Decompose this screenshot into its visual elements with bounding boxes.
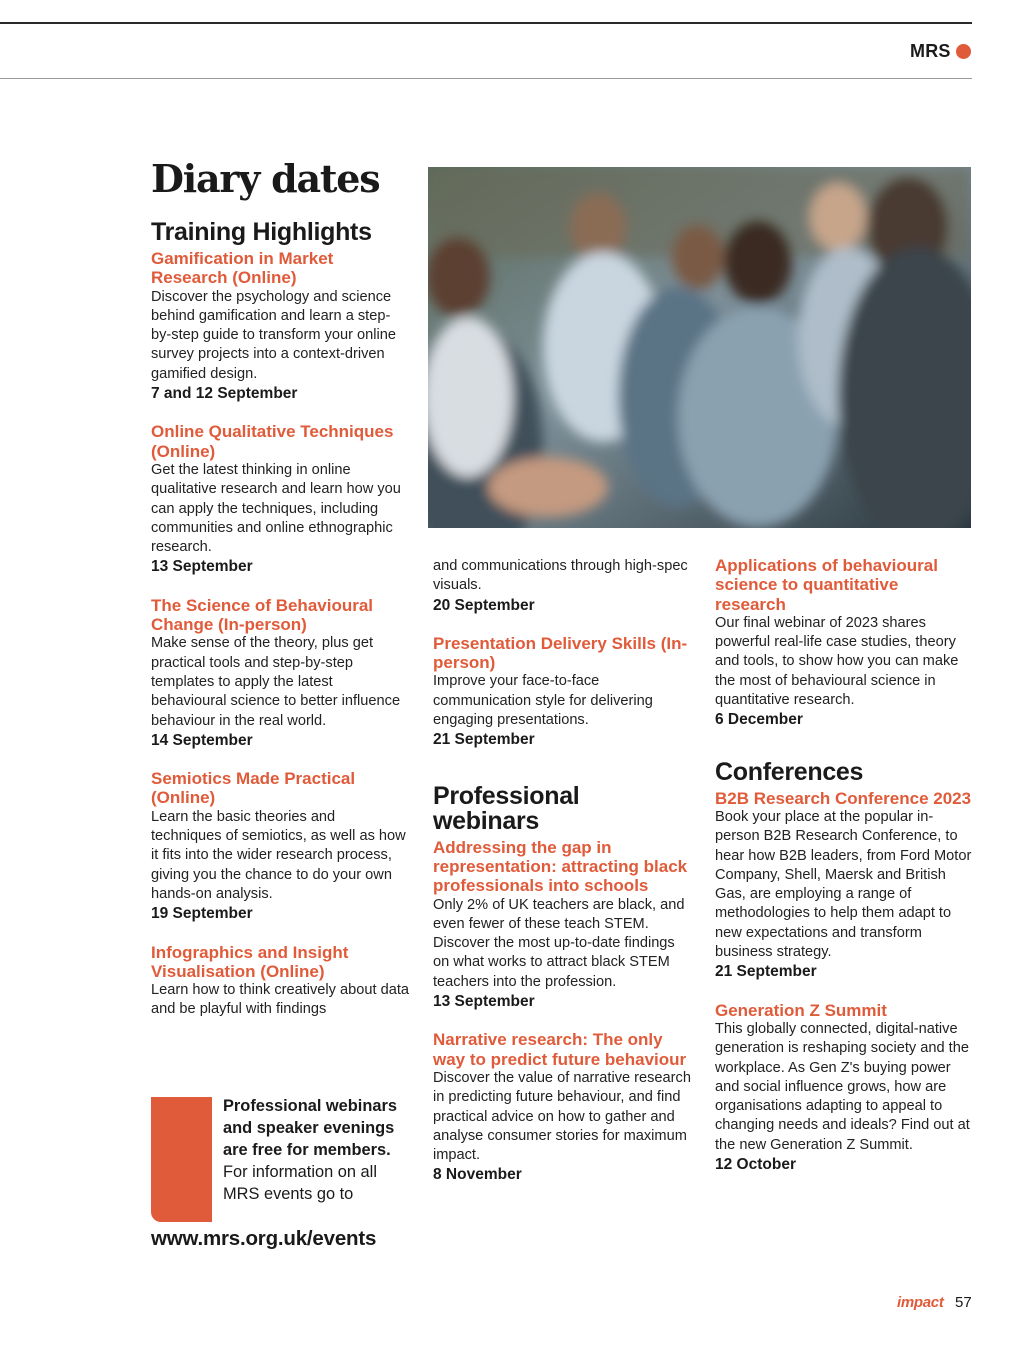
list-item xyxy=(715,1001,973,1175)
event-description: Only 2% of UK teachers are black, and even fewer of these teach STEM. Discover the most up-to-date findings on what works to attract black STEM teachers into the profession. xyxy=(433,896,685,990)
event-title[interactable]: Gamification in Market Research (Online) xyxy=(151,249,334,288)
group-discussion-image xyxy=(428,167,971,528)
conferences-heading: Conferences xyxy=(715,757,864,786)
event-date: 21 September xyxy=(433,731,535,749)
top-rule xyxy=(0,22,972,24)
event-description: Discover the psychology and science behind gamification and learn a step-by-step guide to transform your online survey projects into a context-driven gamified design. xyxy=(151,288,396,382)
event-title[interactable]: B2B Research Conference 2023 xyxy=(715,788,972,808)
list-item xyxy=(151,249,409,403)
page-title: Diary dates xyxy=(151,156,380,201)
event-date: 7 and 12 September xyxy=(151,385,298,403)
event-date: 19 September xyxy=(151,905,253,923)
training-column xyxy=(151,220,409,1039)
webinars-heading: Professional webinars xyxy=(433,781,580,835)
training-heading: Training Highlights xyxy=(151,218,372,246)
list-item xyxy=(433,634,691,750)
header-divider xyxy=(0,78,972,79)
list-item xyxy=(433,1030,691,1184)
brand-dot-icon xyxy=(956,44,971,59)
event-description: Learn how to think creatively about data and be playful with findings xyxy=(151,982,409,1018)
event-date: 20 September xyxy=(433,596,535,614)
event-title[interactable]: Narrative research: The only way to predict future behaviour xyxy=(433,1030,687,1069)
event-description: Learn the basic theories and techniques of semiotics, as well as how it fits into the wider research process, giving you the chance to do your own hands-on analysis. xyxy=(151,808,406,902)
event-date: 14 September xyxy=(151,731,253,749)
event-title[interactable]: Infographics and Insight Visualisation (Online) xyxy=(151,942,349,981)
list-item xyxy=(151,943,409,1020)
event-date: 8 November xyxy=(433,1166,522,1184)
conferences-column xyxy=(715,556,973,1193)
event-title[interactable]: Online Qualitative Techniques (Online) xyxy=(151,422,394,461)
callout-text xyxy=(223,1095,411,1205)
page-number: 57 xyxy=(955,1294,972,1311)
event-date: 13 September xyxy=(151,558,253,576)
list-item xyxy=(715,789,973,982)
events-link[interactable]: www.mrs.org.uk/events xyxy=(151,1227,377,1250)
list-item xyxy=(715,556,973,730)
workshop-photo xyxy=(428,167,971,528)
list-item xyxy=(151,769,409,923)
list-item xyxy=(433,557,691,615)
event-title[interactable]: Semiotics Made Practical (Online) xyxy=(151,769,356,808)
event-description: Our final webinar of 2023 shares powerful real-life case studies, theory and tools, to show how you can make the most of behavioural science in quantitative research. xyxy=(715,614,959,709)
event-title[interactable]: The Science of Behavioural Change (In-person) xyxy=(151,595,374,635)
header-brand: MRS xyxy=(910,41,951,61)
footer-brand: impact xyxy=(897,1294,944,1311)
event-description: Get the latest thinking in online qualitative research and learn how you can apply the techniques, including communities and online ethnographic research. xyxy=(151,461,401,556)
event-description: Book your place at the popular in-person B2B Research Conference, to hear how B2B leaders, from Ford Motor Company, Shell, Maersk and British Gas, are employing a range of methodologies to help them adapt to new expectations and transform business strategy. xyxy=(715,808,972,961)
event-title[interactable]: Presentation Delivery Skills (In-person) xyxy=(433,633,688,673)
list-item xyxy=(151,422,409,576)
event-date: 13 September xyxy=(433,993,535,1011)
event-date: 12 October xyxy=(715,1156,796,1174)
event-title[interactable]: Addressing the gap in representation: attracting black professionals into schools xyxy=(433,837,688,896)
event-description: Discover the value of narrative research in predicting future behaviour, and find practical advice on how to gather and analyse consumer stories for maximum impact. xyxy=(433,1069,691,1164)
event-title[interactable]: Applications of behavioural science to quantitative research xyxy=(715,556,938,614)
event-date: 6 December xyxy=(715,711,803,729)
event-description: This globally connected, digital-native generation is reshaping society and the workplace. As Gen Z's buying power and social influence grows, how are organisations adapting to appeal to changing needs and ideals? Find out at the new Generation Z Summit. xyxy=(715,1020,970,1153)
event-description: Make sense of the theory, plus get practical tools and step-by-step templates to apply the latest behavioural science to better influence behaviour in the real world. xyxy=(151,635,401,729)
event-title[interactable]: Generation Z Summit xyxy=(715,1000,887,1020)
callout-bold-text: Professional webinars and speaker evenings are free for members. xyxy=(223,1097,397,1159)
webinars-column xyxy=(433,557,691,1204)
list-item xyxy=(151,596,409,750)
callout-info-text: For information on all MRS events go to xyxy=(223,1163,377,1203)
event-description: and communications through high-spec visuals. xyxy=(433,558,688,594)
event-description: Improve your face-to-face communication style for delivering engaging presentations. xyxy=(433,673,653,729)
callout-accent-bar xyxy=(151,1097,212,1222)
list-item xyxy=(433,838,691,1012)
event-date: 21 September xyxy=(715,963,817,981)
